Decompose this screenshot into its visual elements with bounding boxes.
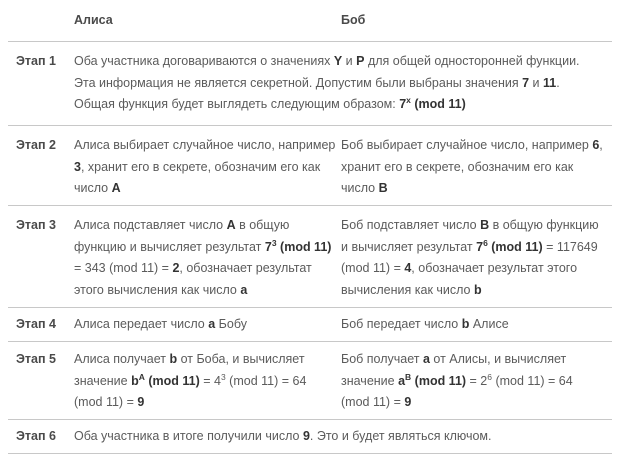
stage-label: Этап 2 — [16, 138, 56, 152]
stage-label: Этап 3 — [16, 218, 56, 232]
stage-label: Этап 6 — [16, 429, 56, 443]
alice-cell: Алиса передает число a Бобу — [74, 317, 247, 331]
bob-cell: Боб выбирает случайное число, например 6, хранит его в секрете, обозначим его как число B — [341, 138, 603, 195]
bob-cell: Боб подставляет число B в общую функцию и вычисляет результат $7^6$ (mod 11) = 117649 (mod 11) = 4, обозначает результат этого вычисления как число b — [341, 218, 599, 297]
stage-label: Этап 1 — [16, 54, 56, 68]
shared-cell: Оба участника договариваются о значениях Y и P для общей односторонней функции. Эта информация не является секретной. Допустим были выбраны значения 7 и 11. Общая функция будет выглядеть следующим образом: 7$^x$ (mod 11) — [74, 54, 580, 111]
table-row — [8, 206, 612, 308]
table-row — [8, 308, 612, 342]
alice-cell: Алиса подставляет число A в общую функцию и вычисляет результат $7^3$ (mod 11) = 343 (mod 11) = 2, обозначает результат этого вычисления как число a — [74, 218, 332, 297]
table-row — [8, 42, 612, 126]
alice-cell: Алиса выбирает случайное число, например 3, хранит его в секрете, обозначим его как число A — [74, 138, 336, 195]
table-row — [8, 342, 612, 420]
bob-cell: Боб передает число b Алисе — [341, 317, 509, 331]
table-header — [8, 0, 612, 42]
shared-cell: Оба участника в итоге получили число 9. Это и будет являться ключом. — [74, 429, 492, 443]
header-bob: Боб — [341, 13, 366, 27]
stage-label: Этап 5 — [16, 352, 56, 366]
stage-label: Этап 4 — [16, 317, 56, 331]
alice-cell: Алиса получает b от Боба, и вычисляет значение $b^A$ (mod $11) = 4^3$ (mod 11) = 64 (mod 11) = 9 — [74, 352, 307, 409]
table-row — [8, 126, 612, 206]
table-row — [8, 420, 612, 454]
header-alice: Алиса — [74, 13, 113, 27]
bob-cell: Боб получает a от Алисы, и вычисляет значение $a^B$ (mod $11) = 2^6$ (mod 11) = 64 (mod 11) = 9 — [341, 352, 573, 409]
